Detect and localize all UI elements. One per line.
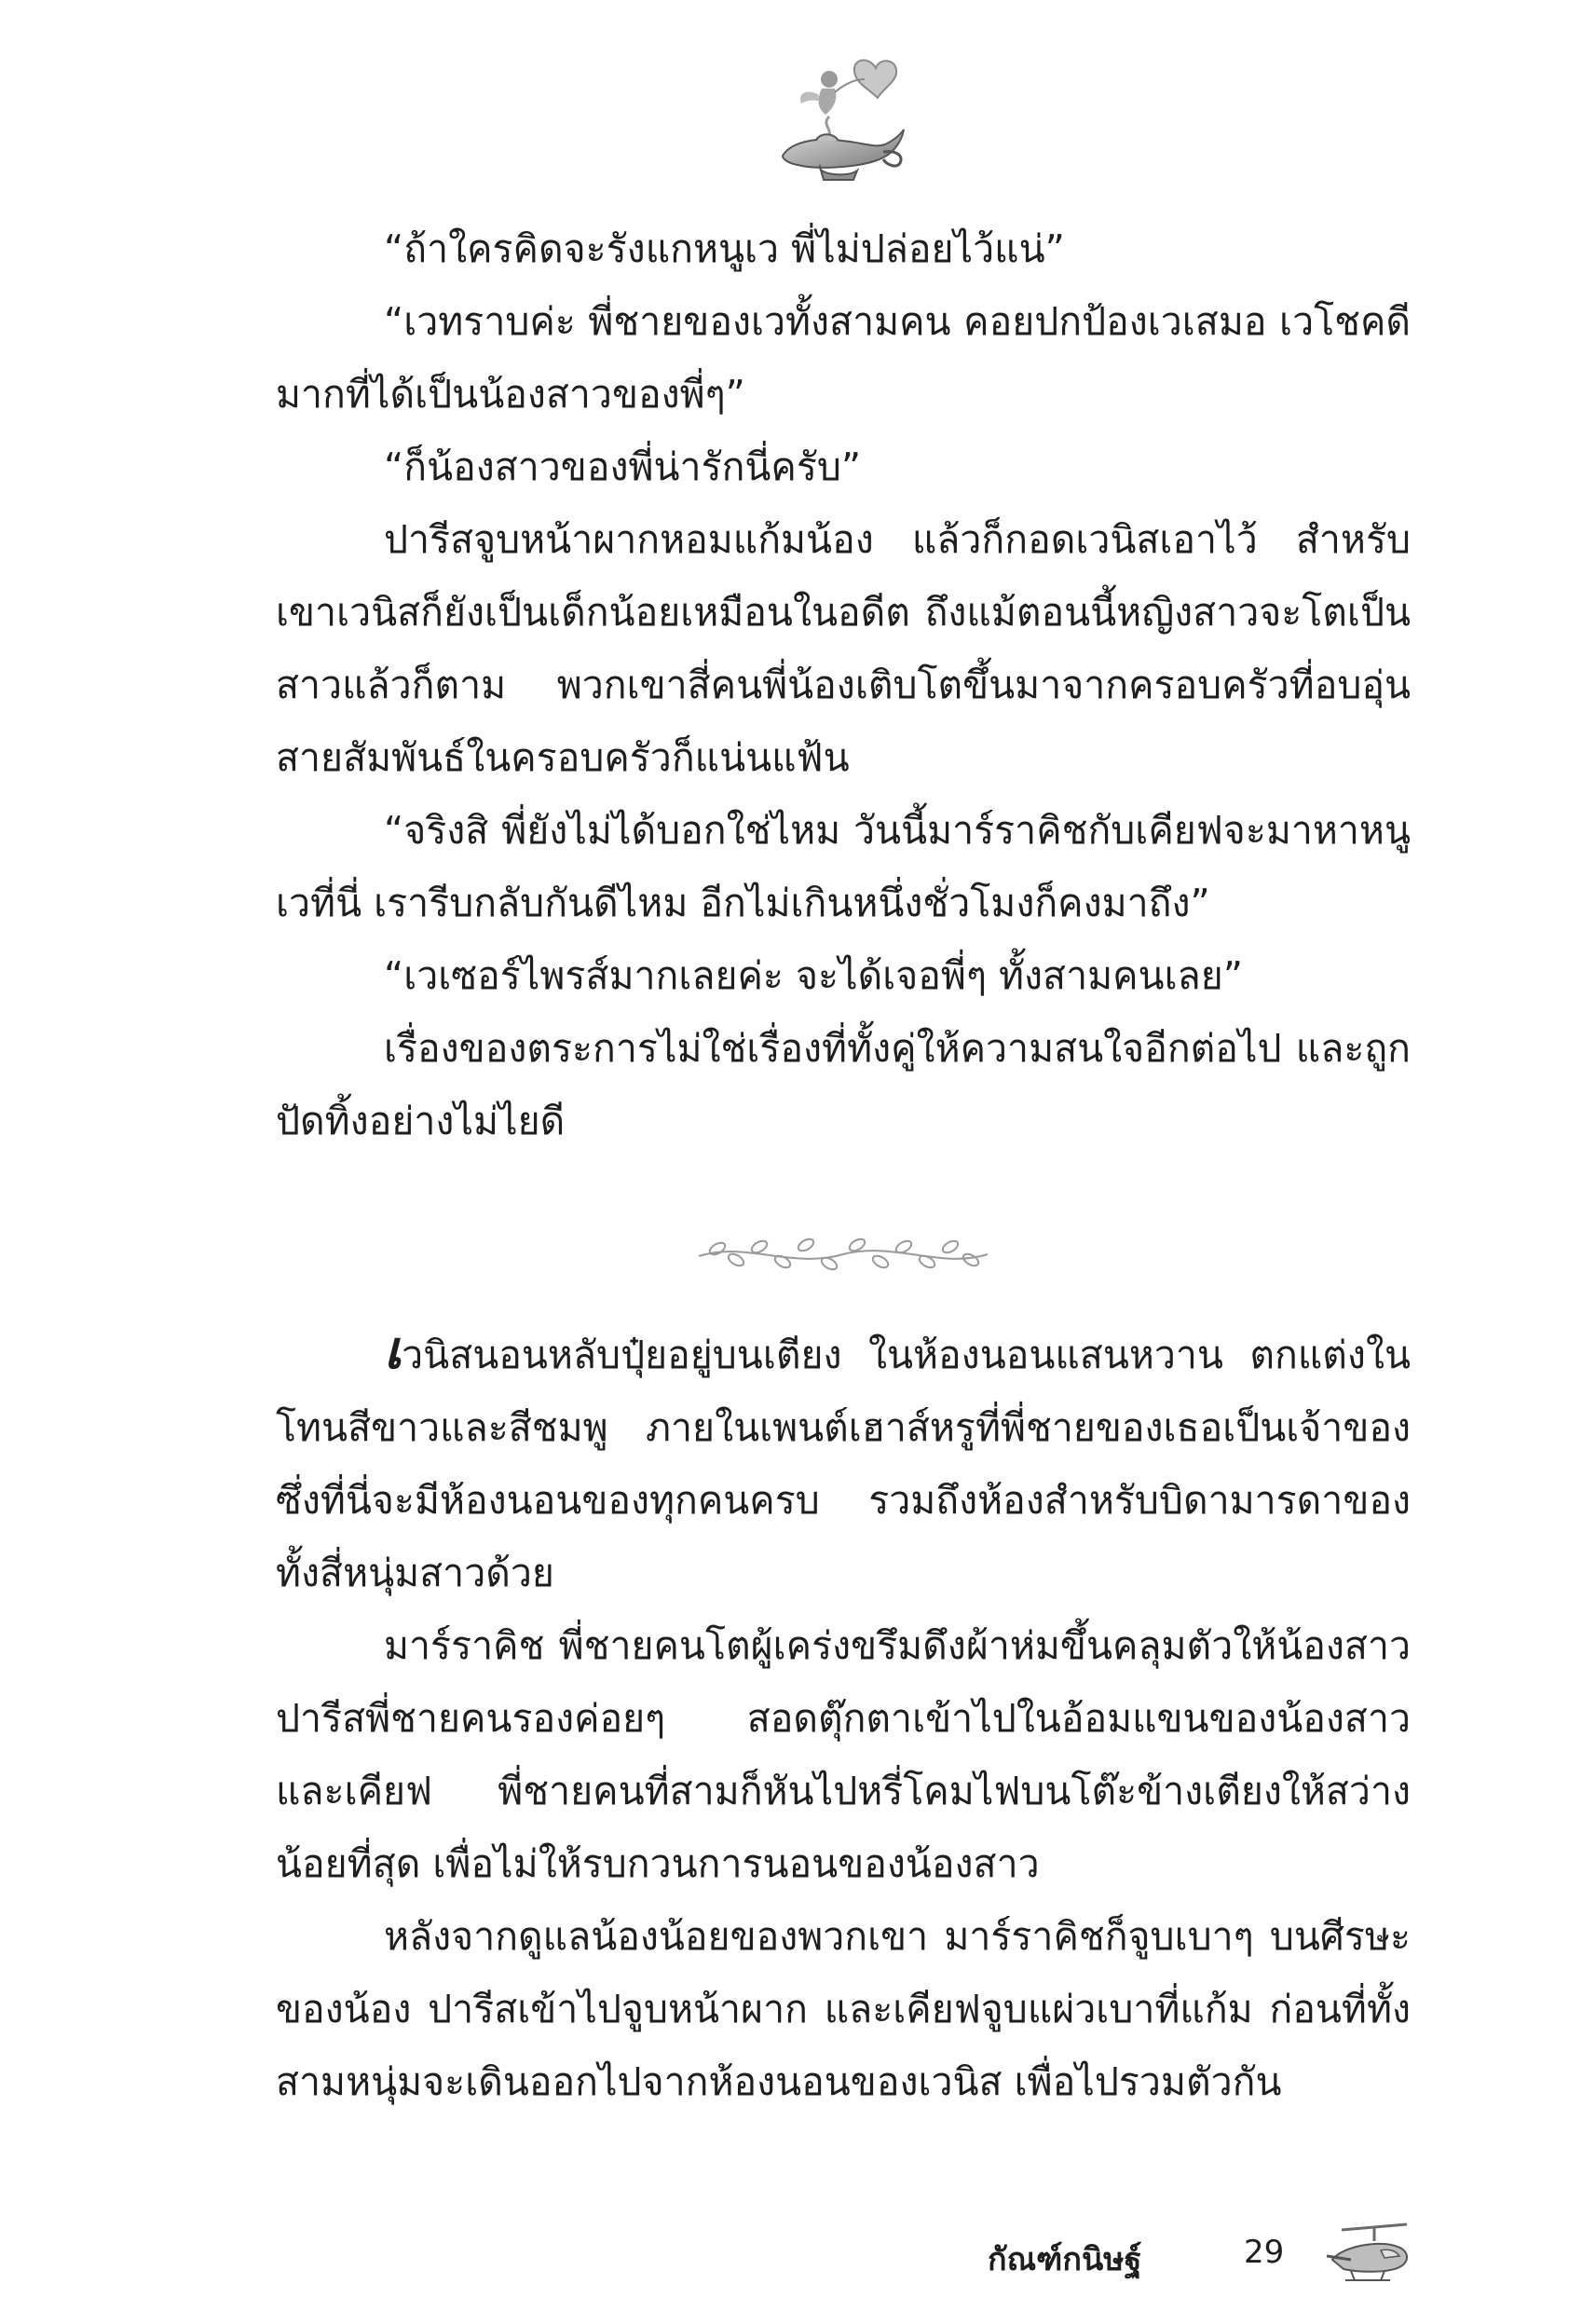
genie-lamp-icon — [764, 51, 913, 191]
paragraph: ปารีสจูบหน้าผากหอมแก้มน้อง แล้วก็กอดเวนิสเอาไว้ สำหรับเขาเวนิสก็ยังเป็นเด็กน้อยเหมือนในอดีต ถึงแม้ตอนนี้หญิงสาวจะโตเป็นสาวแล้วก็ตาม พวกเขาสี่คนพี่น้องเติบโตขึ้นมาจากครอบครัวที่อบอุ่นสายสัมพันธ์ในครอบครัวก็แน่นแฟ้น — [276, 517, 1411, 780]
text-section-2 — [276, 1319, 1411, 2118]
text-section-1 — [276, 212, 1411, 1157]
paragraph: “เวทราบค่ะ พี่ชายของเวทั้งสามคน คอยปกป้องเวเสมอ เวโชคดีมากที่ได้เป็นน้องสาวของพี่ๆ” — [276, 299, 1411, 417]
helicopter-icon — [1323, 2222, 1416, 2288]
drop-cap: เ — [384, 1320, 402, 1381]
paragraph: หลังจากดูแลน้องน้อยของพวกเขา มาร์ราคิชก็จูบเบาๆ บนศีรษะของน้อง ปารีสเข้าไปจูบหน้าผาก และเคียฟจูบแผ่วเบาที่แก้ม ก่อนที่ทั้งสามหนุ่มจะเดินออกไปจากห้องนอนของเวนิส เพื่อไปรวมตัวกัน — [276, 1914, 1411, 2104]
page-number: 29 — [1244, 2234, 1285, 2271]
book-title: กัณฑ์กนิษฐ์ — [988, 2241, 1142, 2278]
paragraph: “จริงสิ พี่ยังไม่ได้บอกใช่ไหม วันนี้มาร์ราคิชกับเคียฟจะมาหาหนูเวที่นี่ เรารีบกลับกันดีไหม อีกไม่เกินหนึ่งชั่วโมงก็คงมาถึง” — [276, 808, 1411, 925]
leaf-vine-divider-icon — [689, 1228, 997, 1279]
paragraph: “เวเซอร์ไพรส์มากเลยค่ะ จะได้เจอพี่ๆ ทั้งสามคนเลย” — [384, 953, 1243, 998]
paragraph-with-dropcap — [276, 1319, 1411, 1609]
paragraph: มาร์ราคิช พี่ชายคนโตผู้เคร่งขรึมดึงผ้าห่มขึ้นคลุมตัวให้น้องสาว ปารีสพี่ชายคนรองค่อยๆ สอดตุ๊กตาเข้าไปในอ้อมแขนของน้องสาว และเคียฟ พี่ชายคนที่สามก็หันไปหรี่โคมไฟบนโต๊ะข้างเตียงให้สว่างน้อยที่สุด เพื่อไม่ให้รบกวนการนอนของน้องสาว — [276, 1623, 1411, 1886]
paragraph: “ก็น้องสาวของพี่น่ารักนี่ครับ” — [384, 444, 862, 489]
paragraph-text: วนิสนอนหลับปุ๋ยอยู่บนเตียง ในห้องนอนแสนหวาน ตกแต่งในโทนสีขาวและสีชมพู ภายในเพนต์เฮาส์หรูที่พี่ชายของเธอเป็นเจ้าของ ซึ่งที่นี่จะมีห้องนอนของทุกคนครบ รวมถึงห้องสำหรับบิดามารดาของทั้งสี่หนุ่มสาวด้วย — [276, 1333, 1411, 1595]
paragraph: “ถ้าใครคิดจะรังแกหนูเว พี่ไม่ปล่อยไว้แน่” — [384, 226, 1065, 271]
page-footer — [988, 2222, 1416, 2297]
paragraph: เรื่องของตระการไม่ใช่เรื่องที่ทั้งคู่ให้ความสนใจอีกต่อไป และถูกปัดทิ้งอย่างไม่ไยดี — [276, 1026, 1411, 1143]
